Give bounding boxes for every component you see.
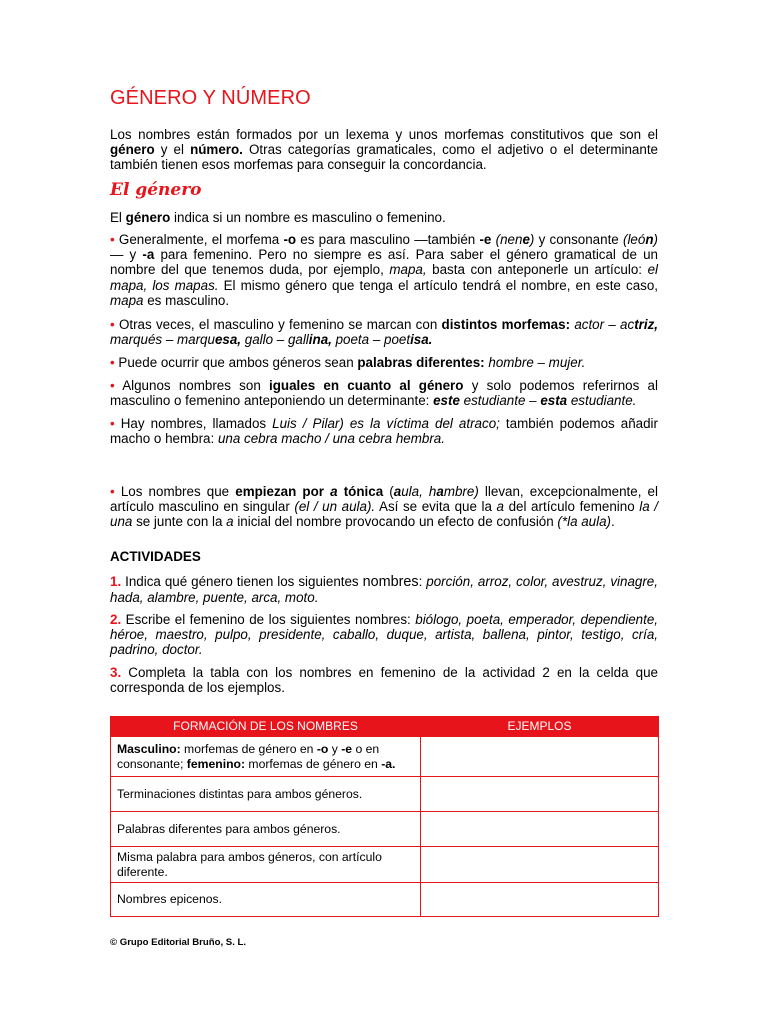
section-heading: El género <box>110 180 202 200</box>
table-cell-examples[interactable] <box>421 737 659 777</box>
bullet-icon: • <box>110 378 115 393</box>
formation-table <box>110 716 659 917</box>
bullet-icon: • <box>110 317 115 332</box>
table-cell-examples[interactable] <box>421 883 659 917</box>
bullet-different-words: • Puede ocurrir que ambos géneros sean palabras diferentes: hombre – mujer. <box>110 355 586 370</box>
table-header-formation: FORMACIÓN DE LOS NOMBRES <box>111 717 421 737</box>
bullet-same-gender: • Algunos nombres son iguales en cuanto al género y solo podemos referirnos al masculino o femenino anteponiendo un determinante: este estudiante – esta estudiante. <box>110 378 658 409</box>
table-header-examples: EJEMPLOS <box>421 717 659 737</box>
table-cell-examples[interactable] <box>421 812 659 847</box>
bullet-epicene: • Hay nombres, llamados Luis / Pilar) es la víctima del atraco; también podemos añadir macho o hembra: una cebra macho / una cebra hembra. <box>110 416 658 447</box>
bullet-morphemes: • Generalmente, el morfema -o es para masculino —también -e (nene) y consonante (león)— y -a para femenino. Pero no siempre es así. Para saber el género gramatical de un nombre del que tenemos duda, por ejemplo, mapa, basta con anteponerle un artículo: el mapa, los mapas. El mismo género que tenga el artículo tendrá el nombre, en este caso, mapa es masculino. <box>110 232 659 308</box>
table-header-row <box>111 717 659 737</box>
bullet-icon: • <box>110 416 115 431</box>
bullet-distinct-morphemes: • Otras veces, el masculino y femenino se marcan con distintos morfemas: actor – actriz, marqués – marquesa, gallo – gallina, poeta – poetisa. <box>110 317 659 348</box>
table-cell-formation: Palabras diferentes para ambos géneros. <box>111 812 421 847</box>
bullet-icon: • <box>110 355 115 370</box>
table-row <box>111 777 659 812</box>
bullet-tonic-a: • Los nombres que empiezan por a tónica (aula, hambre) llevan, excepcionalmente, el artículo masculino en singular (el / un aula). Así se evita que la a del artículo femenino la / una se junte con la a inicial del nombre provocando un efecto de confusión (*la aula). <box>110 484 659 530</box>
bullet-icon: • <box>110 484 115 499</box>
activity-1: 1. Indica qué género tienen los siguientes nombres: porción, arroz, color, avestruz, vinagre, hada, alambre, puente, arca, moto. <box>110 574 658 606</box>
activity-3: 3. Completa la tabla con los nombres en femenino de la actividad 2 en la celda que corresponda de los ejemplos. <box>110 665 658 696</box>
bullet-icon: • <box>110 232 115 247</box>
gender-definition: El género indica si un nombre es masculino o femenino. <box>110 210 446 225</box>
table-row <box>111 883 659 917</box>
table-cell-formation: Nombres epicenos. <box>111 883 421 917</box>
activities-heading: ACTIVIDADES <box>110 549 201 564</box>
copyright-footer: © Grupo Editorial Bruño, S. L. <box>110 937 247 948</box>
table-cell-formation: Misma palabra para ambos géneros, con artículo diferente. <box>111 847 421 883</box>
table-row <box>111 737 659 777</box>
table-row <box>111 847 659 883</box>
table-row <box>111 812 659 847</box>
table-cell-formation: Masculino: morfemas de género en -o y -e o en consonante; femenino: morfemas de género en -a. <box>111 737 421 777</box>
table-cell-formation: Terminaciones distintas para ambos géneros. <box>111 777 421 812</box>
table-cell-examples[interactable] <box>421 777 659 812</box>
activity-2: 2. Escribe el femenino de los siguientes nombres: biólogo, poeta, emperador, dependiente, héroe, maestro, pulpo, presidente, caballo, duque, artista, ballena, pintor, testigo, cría, padrino, doctor. <box>110 612 658 658</box>
table-cell-examples[interactable] <box>421 847 659 883</box>
page-title: GÉNERO Y NÚMERO <box>110 87 311 109</box>
intro-paragraph: Los nombres están formados por un lexema y unos morfemas constitutivos que son el género y el número. Otras categorías gramaticales, como el adjetivo o el determinante también tienen esos morfemas para conseguir la concordancia. <box>110 127 658 173</box>
